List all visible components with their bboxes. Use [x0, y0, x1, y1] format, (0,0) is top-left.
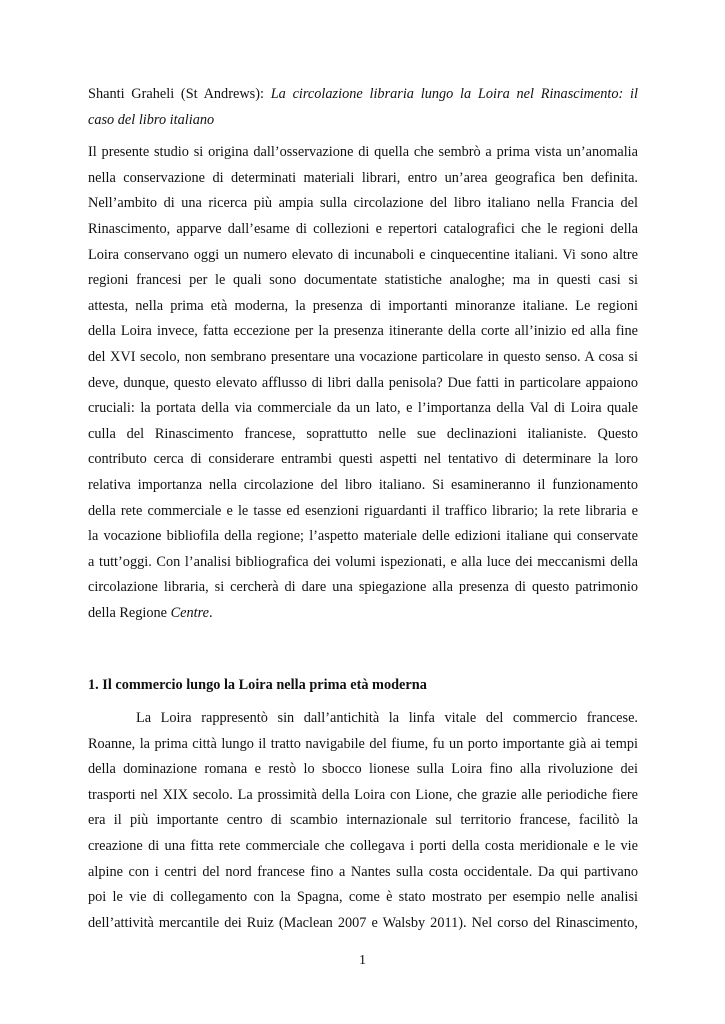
section-line: poi le vie di collegamento con la Spagna, come è stato mostrato per esempio nelle analisi: [88, 889, 638, 906]
section-heading: 1. Il commercio lungo la Loira nella prima età moderna: [88, 677, 427, 694]
paper-title-part-1: La circolazione libraria lungo la Loira nel Rinascimento: il: [270, 86, 638, 102]
paper-title-part-2: caso del libro italiano: [88, 111, 215, 128]
section-line: era il più importante centro di scambio internazionale sul territorio francese, facilitò la: [88, 812, 638, 829]
abstract-line: circolazione libraria, si cercherà di dare una spiegazione alla presenza di questo patrimonio: [88, 579, 638, 596]
abstract-last-italic: Centre: [170, 604, 209, 621]
abstract-line: della Loira invece, fatta eccezione per la presenza itinerante della corte all’inizio ed alla fine: [88, 323, 638, 340]
abstract-line: contributo cerca di considerare entrambi questi aspetti nel tentativo di determinare la loro: [88, 451, 638, 468]
abstract-line: a tutt’oggi. Con l’analisi bibliografica dei volumi ispezionati, e alla luce dei meccanismi della: [88, 553, 638, 570]
abstract-line: relativa importanza nella circolazione del libro italiano. Si esamineranno il funzionamento: [88, 476, 638, 493]
abstract-line: Il presente studio si origina dall’osservazione di quella che sembrò a prima vista un’anomalia: [88, 144, 638, 161]
paper-header: [88, 82, 638, 133]
section-line: dell’attività mercantile dei Ruiz (Maclean 2007 e Walsby 2011). Nel corso del Rinascimento,: [88, 914, 638, 931]
abstract-line: deve, dunque, questo elevato afflusso di libri dalla penisola? Due fatti in particolare appaiono: [88, 374, 638, 391]
page-number: 1: [359, 953, 366, 968]
abstract-last-line: [88, 601, 638, 627]
section-line: La Loira rappresentò sin dall’antichità la linfa vitale del commercio francese.: [136, 710, 638, 727]
abstract-last-suffix: .: [208, 604, 213, 621]
author-affiliation: Shanti Graheli (St Andrews):: [88, 86, 271, 102]
abstract-line: Rinascimento, apparve dall’esame di collezioni e repertori catalografici che le regioni della: [88, 220, 638, 237]
document-page: [88, 82, 638, 943]
section-line: Roanne, la prima città lungo il tratto navigabile del fiume, fu un porto importante già ai tempi: [88, 735, 638, 752]
abstract-line: attesta, nella prima età moderna, la presenza di importanti minoranze italiane. Le regioni: [88, 297, 638, 314]
abstract-line: la vocazione bibliofila della regione; l’aspetto materiale delle edizioni italiane qui conservate: [88, 528, 638, 545]
header-line-1: [88, 82, 638, 108]
section-paragraph: [88, 706, 638, 936]
abstract-paragraph: [88, 140, 638, 626]
section-line: trasporti nel XIX secolo. La prossimità della Loira con Lione, che grazie alle periodiche fiere: [88, 786, 638, 803]
abstract-line: cruciali: la portata della via commerciale da un lato, e l’importanza della Val di Loira quale: [88, 400, 638, 417]
abstract-line: del XVI secolo, non sembrano presentare una vocazione particolare in questo senso. A cosa si: [88, 348, 638, 365]
header-line-2: [88, 108, 638, 134]
abstract-last-prefix: della Regione: [88, 604, 171, 621]
abstract-line: culla del Rinascimento francese, soprattutto nelle sue declinazioni italianiste. Questo: [88, 425, 638, 442]
abstract-line: nella conservazione di determinati materiali librari, entro un’area geografica ben definita.: [88, 169, 638, 186]
abstract-line: regioni francesi per le quali sono documentate statistiche analoghe; ma in questi casi si: [88, 272, 638, 289]
abstract-line: della rete commerciale e le tasse ed esenzioni riguardanti il traffico librario; la rete libraria e: [88, 502, 638, 519]
section-line: alpine con i centri del nord francese fino a Nantes sulla costa occidentale. Da qui partivano: [88, 863, 638, 880]
section-line: creazione di una fitta rete commerciale che collegava i porti della costa meridionale e le vie: [88, 838, 638, 855]
abstract-line: Nell’ambito di una ricerca più ampia sulla circolazione del libro italiano nella Francia del: [88, 195, 638, 212]
section-line: della dominazione romana e restò lo sbocco lionese sulla Loira fino alla rivoluzione dei: [88, 761, 638, 778]
abstract-line: Loira conservano oggi un numero elevato di incunaboli e cinquecentine italiani. Vi sono altre: [88, 246, 638, 263]
